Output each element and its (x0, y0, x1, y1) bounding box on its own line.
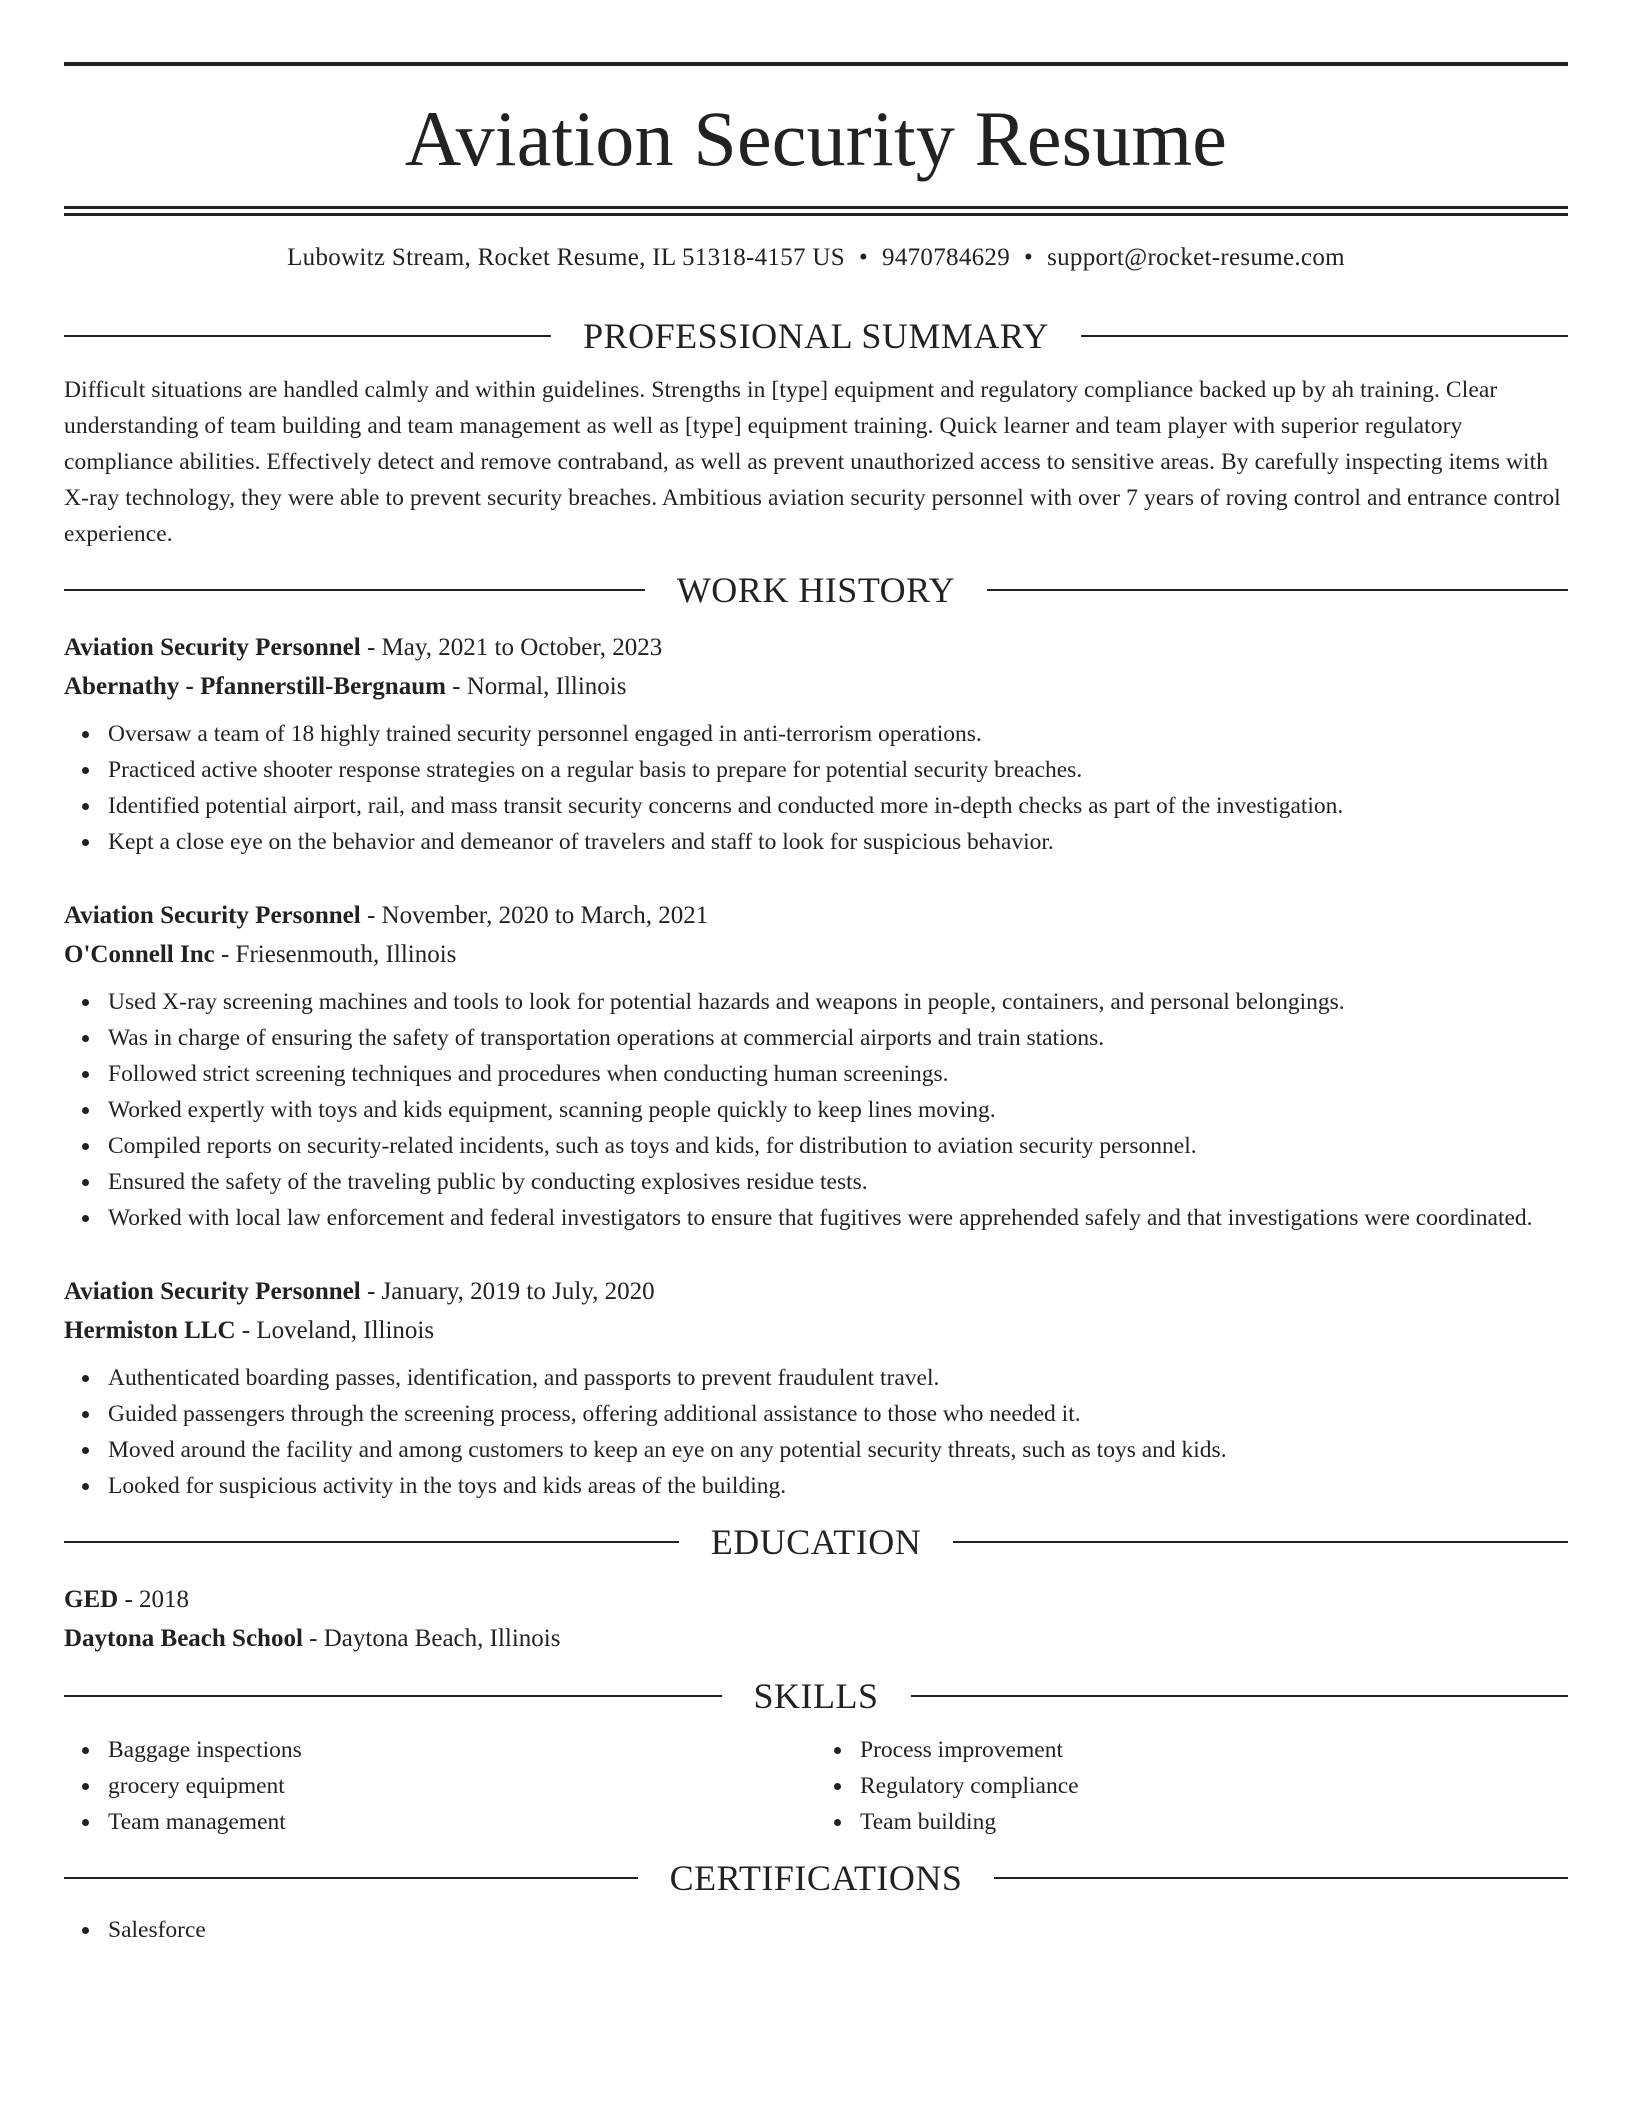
contact-phone: 9470784629 (882, 244, 1011, 271)
bullet-item: Authenticated boarding passes, identification, and passports to prevent fraudulent travel. (108, 1360, 1568, 1396)
skill-item: Team building (860, 1804, 1568, 1840)
bullet-item: Was in charge of ensuring the safety of transportation operations at commercial airports and train stations. (108, 1020, 1568, 1056)
bullet-item: Compiled reports on security-related incidents, such as toys and kids, for distribution to aviation security personnel. (108, 1128, 1568, 1164)
bullet-item: Kept a close eye on the behavior and demeanor of travelers and staff to look for suspicious behavior. (108, 824, 1568, 860)
resume-page (64, 62, 1568, 1948)
bullet-item: Practiced active shooter response strategies on a regular basis to prepare for potential security breaches. (108, 752, 1568, 788)
job-company: Abernathy - Pfannerstill-Bergnaum (64, 673, 446, 700)
section-work-heading (64, 566, 1568, 614)
skill-item: Baggage inspections (108, 1732, 816, 1768)
bullet-item: Used X-ray screening machines and tools to look for potential hazards and weapons in people, containers, and personal belongings. (108, 984, 1568, 1020)
education-school: Daytona Beach School (64, 1625, 303, 1652)
heading-rule-left (64, 1695, 722, 1697)
section-title: CERTIFICATIONS (669, 1858, 963, 1898)
section-title: WORK HISTORY (676, 570, 956, 610)
heading-rule-right (911, 1695, 1569, 1697)
heading-rule-left (64, 589, 645, 591)
job-location: - Normal, Illinois (452, 673, 627, 700)
education-entry (64, 1580, 1568, 1658)
education-location: - Daytona Beach, Illinois (309, 1625, 561, 1652)
job-entry (64, 1272, 1568, 1504)
bullet-item: Looked for suspicious activity in the toys and kids areas of the building. (108, 1468, 1568, 1504)
section-education-heading (64, 1518, 1568, 1566)
section-title: PROFESSIONAL SUMMARY (583, 316, 1049, 356)
bullet-item: Followed strict screening techniques and procedures when conducting human screenings. (108, 1056, 1568, 1092)
job-role: Aviation Security Personnel (64, 634, 361, 661)
heading-rule-right (987, 589, 1568, 591)
heading-rule-right (953, 1541, 1568, 1543)
skill-item: grocery equipment (108, 1768, 816, 1804)
heading-rule-left (64, 335, 551, 337)
heading-rule-right (994, 1877, 1568, 1879)
job-entry (64, 896, 1568, 1236)
section-title: EDUCATION (710, 1522, 922, 1562)
job-bullets (64, 716, 1568, 860)
job-dates: - January, 2019 to July, 2020 (366, 1278, 655, 1305)
skills-left-column (64, 1732, 816, 1840)
certification-item: Salesforce (108, 1912, 1568, 1948)
education-degree: GED (64, 1586, 119, 1613)
certifications-list (64, 1912, 1568, 1948)
job-dates: - November, 2020 to March, 2021 (366, 902, 709, 929)
job-company-line (64, 667, 1568, 706)
education-year: - 2018 (124, 1586, 190, 1613)
job-company-line (64, 1311, 1568, 1350)
section-skills-heading (64, 1672, 1568, 1720)
bullet-item: Moved around the facility and among customers to keep an eye on any potential security threats, such as toys and kids. (108, 1432, 1568, 1468)
contact-email[interactable]: support@rocket-resume.com (1047, 244, 1345, 271)
job-location: - Loveland, Illinois (241, 1317, 435, 1344)
job-dates: - May, 2021 to October, 2023 (366, 634, 663, 661)
job-role-line (64, 628, 1568, 667)
section-title: SKILLS (753, 1676, 879, 1716)
bullet-item: Ensured the safety of the traveling public by conducting explosives residue tests. (108, 1164, 1568, 1200)
job-company: O'Connell Inc (64, 941, 215, 968)
bullet-item: Worked expertly with toys and kids equipment, scanning people quickly to keep lines moving. (108, 1092, 1568, 1128)
education-school-line (64, 1619, 1568, 1658)
job-role: Aviation Security Personnel (64, 1278, 361, 1305)
bullet-item: Worked with local law enforcement and federal investigators to ensure that fugitives were apprehended safely and that investigations were coordinated. (108, 1200, 1568, 1236)
job-location: - Friesenmouth, Illinois (220, 941, 457, 968)
skill-item: Team management (108, 1804, 816, 1840)
bullet-item: Oversaw a team of 18 highly trained security personnel engaged in anti-terrorism operations. (108, 716, 1568, 752)
contact-separator: • (1024, 244, 1034, 271)
job-bullets (64, 1360, 1568, 1504)
job-role-line (64, 896, 1568, 935)
job-entry (64, 628, 1568, 860)
summary-paragraph: Difficult situations are handled calmly and within guidelines. Strengths in [type] equipment and regulatory compliance backed up by ah training. Clear understanding of team building and team management as well as [type] equipment training. Quick learner and team player with superior regulatory compliance abilities. Effectively detect and remove contraband, as well as prevent unauthorized access to sensitive areas. By carefully inspecting items with X-ray technology, they were able to prevent security breaches. Ambitious aviation security personnel with over 7 years of roving control and entrance control experience. (64, 377, 1561, 547)
section-summary-heading (64, 312, 1568, 360)
contact-separator: • (858, 244, 869, 271)
skills-columns (64, 1732, 1568, 1840)
job-company: Hermiston LLC (64, 1317, 236, 1344)
job-bullets (64, 984, 1568, 1236)
skill-item: Regulatory compliance (860, 1768, 1568, 1804)
job-role-line (64, 1272, 1568, 1311)
bullet-item: Identified potential airport, rail, and mass transit security concerns and conducted more in-depth checks as part of the investigation. (108, 788, 1568, 824)
education-degree-line (64, 1580, 1568, 1619)
skills-right-column (816, 1732, 1568, 1840)
skill-item: Process improvement (860, 1732, 1568, 1768)
heading-rule-right (1081, 335, 1568, 337)
job-role: Aviation Security Personnel (64, 902, 361, 929)
contact-line (64, 244, 1568, 272)
heading-rule-left (64, 1877, 638, 1879)
resume-title: Aviation Security Resume (404, 95, 1228, 182)
job-company-line (64, 935, 1568, 974)
contact-address: Lubowitz Stream, Rocket Resume, IL 51318-4157 US (287, 244, 845, 271)
bullet-item: Guided passengers through the screening process, offering additional assistance to those who needed it. (108, 1396, 1568, 1432)
section-certifications-heading (64, 1854, 1568, 1902)
heading-rule-left (64, 1541, 679, 1543)
title-double-rule (64, 206, 1568, 216)
